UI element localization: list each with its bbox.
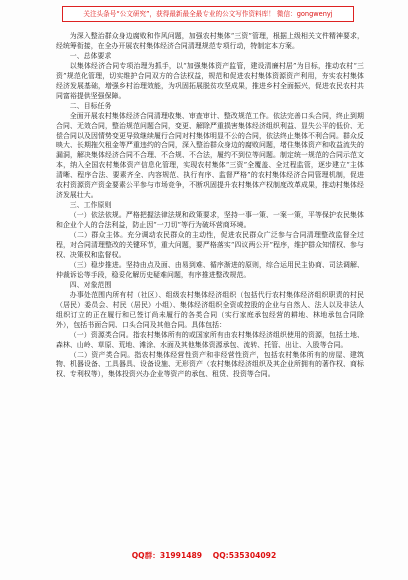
- body-paragraph: （一）资源类合同。指农村集体所有的或国家所有由农村集体经济组织使用的资源，包括土地、森林、山岭、草原、荒地、滩涂、水面及其他集体资源承包、流转、托管、出让、入股等合同。: [56, 330, 364, 349]
- qq-group-text: QQ群：31991489: [131, 551, 203, 560]
- document-body: [56, 32, 364, 380]
- body-paragraph: （一）依法依规。严格把握法律法规和政策要求，坚持一事一策、一案一策，平等保护农民集体和企业个人的合法利益，防止因“一刀切”等行为破坏营商环境。: [56, 211, 364, 230]
- section-heading: 三、工作原则: [69, 201, 112, 210]
- body-paragraph: （二）资产类合同。指农村集体经营性资产和非经营性资产，包括农村集体所有的房屋、建筑物、机器设备、工具器具、设备设施、无形资产（农村集体经济组织及其企业所拥有的著作权、商标权、专利权等），集体投资兴办企业等资产的承包、租赁、投资等合同。: [56, 350, 364, 379]
- body-paragraph: 以集体经济合同专项治理为抓手，以“加强集体资产监管，建设清廉村居”为目标，推动农村“三资”规范化管理，切实维护合同双方的合法权益，规范和促进农村集体资源资产利用，夯实农村集体经济发展基础，增强乡村治理效能，为巩固拓展脱贫攻坚成果，推进乡村全面振兴，促进农民农村共同富裕提供坚强保障。: [56, 61, 364, 100]
- body-paragraph: 办事处范围内所有村（社区）、组级农村集体经济组织（包括代行农村集体经济组织职责的村民（居民）委员会、村民（居民）小组）、集体经济组织全资或控股的企业与自然人、法人以及非法人组织订立的正在履行和已签订尚未履行的各类合同（实行家庭承包经营的耕地、林地承包合同除外），包括书面合同、口头合同及其他合同。具体包括：: [56, 290, 364, 329]
- section-heading: 四、对象范围: [69, 280, 112, 289]
- footer-contact: [0, 548, 408, 564]
- intro-paragraph: 为深入整治群众身边腐败和作风问题，加强农村集体“三资”管理，根据上级相关文件精神要求，经统筹衔接，在全办开展农村集体经济合同清理规范专项行动，特制定本方案。: [56, 32, 364, 50]
- body-paragraph: 全面开展农村集体经济合同清理收集、审查审计、整改规范工作。依法完善口头合同，终止到期合同、无效合同，整治规范问题合同，变更、解除严重损害集体经济组织利益、显失公平的低价、无偿合同以及因情势变更导致继续履行合同对村集体明显不公的合同，依法终止集体不利合同。群众反映大、长期拖欠租金等严重违约的合同，深入整治群众身边的腐败问题，堵住集体资产和收益流失的漏洞，解决集体经济合同不合理、不合规、不合法，履约不到位等问题。制定统一规范的合同示范文本，纳入全国农村集体资产信息化管理，实现农村集体“三资”全覆盖、全过程监管，逐步建立“主体清晰、程序合法、要素齐全、内容规范、执行有序、监督严格”的农村集体经济合同管理机制，促进农村资源资产资金要素公平参与市场竞争，不断巩固提升农村集体产权制度改革成果，推动村集体经济发展壮大。: [56, 111, 364, 200]
- body-paragraph: （二）群众主体。充分调动农民群众的主动性，促进农民群众广泛参与合同清理整改监督全过程，对合同清理整改的关键环节，重大问题，要严格落实“四议两公开”程序，维护群众知情权、参与权、决策权和监督权。: [56, 231, 364, 259]
- promo-banner: 关注头条号“公文研究”，获得最新最全最专业的公文写作资料库！ 微信：gongwenyj: [62, 6, 354, 22]
- qq-text: QQ:535304092: [212, 551, 277, 560]
- section-heading: 二、目标任务: [69, 101, 112, 110]
- body-paragraph: （三）稳步推进。坚持由点及面、由易到难、循序渐进的原则，综合运用民主协商、司法调解、仲裁诉讼等手段，稳妥化解历史疑难问题，有序推进整改规范。: [56, 260, 364, 279]
- section-heading: 一、总体要求: [69, 51, 112, 60]
